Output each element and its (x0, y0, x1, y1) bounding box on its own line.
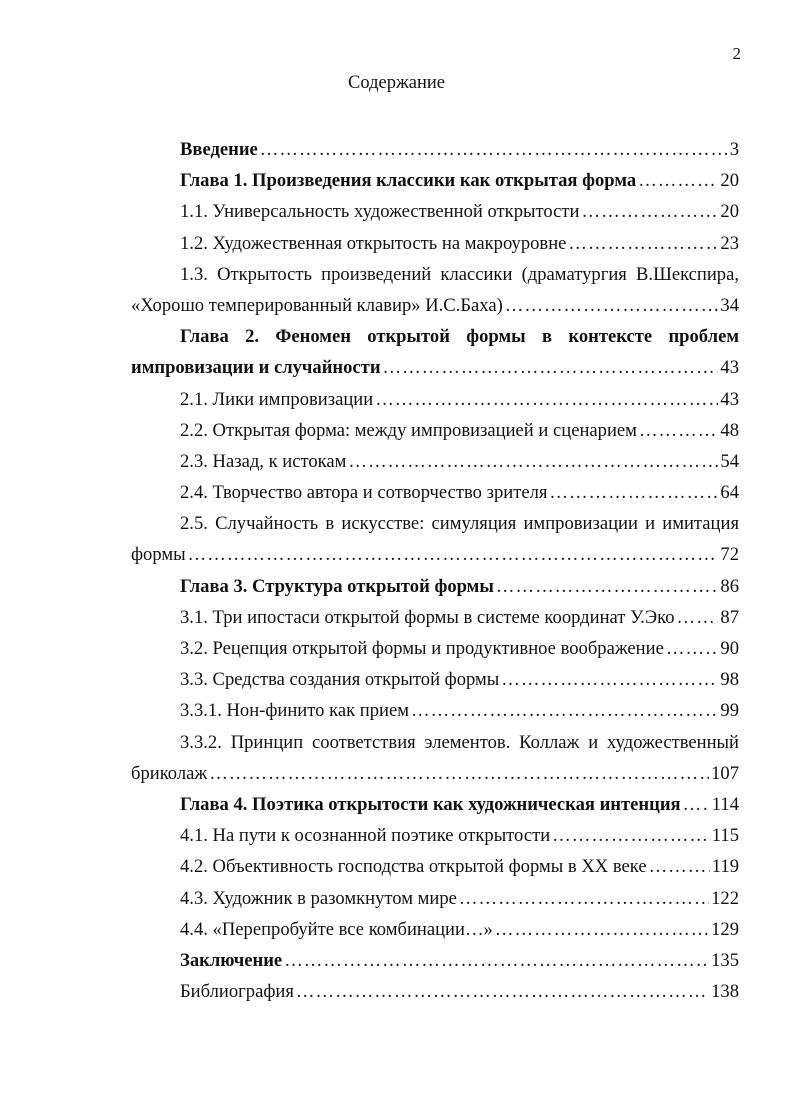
dot-leader (375, 384, 718, 415)
toc-entry-title: 3.3.1. Нон-финито как прием (180, 700, 409, 722)
toc-entry-title: Глава 4. Поэтика открытости как художническая интенция (180, 793, 681, 815)
toc-entry (131, 758, 739, 789)
toc-entry-page: 90 (720, 638, 739, 659)
toc-entry-title: 4.1. На пути к осознанной поэтике открытости (180, 825, 551, 847)
toc-entry-title: 2.2. Открытая форма: между импровизацией и сценарием (180, 419, 637, 441)
toc-entry-line1: 2.5. Случайность в искусстве: симуляция импровизации и имитация (180, 513, 739, 535)
toc-entry (131, 539, 739, 570)
toc-entry-line1: 1.3. Открытость произведений классики (драматургия В.Шекспира, (180, 263, 739, 285)
toc-entry-page: 20 (720, 170, 739, 192)
table-of-contents (131, 134, 739, 1007)
dot-leader (383, 352, 719, 383)
toc-entry-page: 115 (711, 825, 739, 847)
toc-entry-title: Введение (180, 139, 258, 160)
toc-entry-page: 72 (720, 544, 739, 566)
dot-leader (505, 290, 719, 321)
toc-entry (131, 352, 739, 383)
dot-leader (666, 633, 719, 664)
toc-entry-page: 135 (711, 949, 739, 971)
toc-entry-title: 2.1. Лики импровизации (180, 388, 374, 410)
toc-entry-title: 2.3. Назад, к истокам (180, 450, 347, 472)
toc-entry (131, 134, 739, 165)
toc-entry-page: 129 (711, 918, 739, 940)
dot-leader (639, 415, 718, 446)
dot-leader (683, 789, 710, 820)
toc-entry-title: 3.2. Рецепция открытой формы и продуктивное воображение (180, 638, 664, 659)
dot-leader (495, 914, 709, 945)
toc-entry (131, 290, 739, 321)
toc-entry-page: 99 (720, 700, 739, 722)
toc-entry (131, 976, 739, 1007)
toc-entry-title: бриколаж (131, 762, 208, 784)
toc-entry-title: Библиография (180, 981, 294, 1003)
toc-entry-title: 4.2. Объективность господства открытой формы в XX веке (180, 856, 647, 878)
toc-entry (131, 789, 739, 820)
dot-leader (260, 134, 728, 165)
toc-entry-line1: 3.3.2. Принцип соответствия элементов. Коллаж и художественный (180, 731, 739, 753)
toc-entry-page: 3 (729, 139, 739, 160)
toc-entry-page: 114 (711, 793, 739, 815)
toc-entry (131, 695, 739, 726)
dot-leader (581, 196, 718, 227)
dot-leader (459, 883, 709, 914)
toc-entry-title: Глава 1. Произведения классики как открытая форма (180, 170, 637, 192)
toc-entry-title: Глава 3. Структура открытой формы (180, 575, 494, 597)
toc-entry-page: 119 (711, 856, 739, 878)
toc-entry-title: 3.3. Средства создания открытой формы (180, 669, 500, 691)
toc-entry-page: 86 (720, 575, 739, 597)
toc-entry-page: 64 (720, 482, 739, 504)
toc-entry-page: 34 (720, 294, 739, 316)
toc-entry-page: 23 (720, 232, 739, 254)
toc-entry-page: 98 (720, 669, 739, 691)
toc-entry (131, 384, 739, 415)
toc-entry-title: формы (131, 544, 186, 566)
toc-entry (131, 945, 739, 976)
toc-entry-title: импровизации и случайности (131, 357, 381, 379)
dot-leader (552, 820, 710, 851)
toc-entry (131, 477, 739, 508)
toc-entry (131, 165, 739, 196)
toc-entry (131, 633, 739, 664)
dot-leader (568, 228, 718, 259)
toc-entry-line1: Глава 2. Феномен открытой формы в контексте проблем (180, 326, 739, 348)
toc-entry (131, 446, 739, 477)
dot-leader (209, 758, 709, 789)
toc-entry (131, 914, 739, 945)
dot-leader (296, 976, 709, 1007)
toc-entry (131, 602, 739, 633)
toc-entry (131, 415, 739, 446)
toc-entry-page: 20 (720, 201, 739, 223)
toc-entry-title: 3.1. Три ипостаси открытой формы в системе координат У.Эко (180, 606, 675, 628)
toc-entry-page: 54 (720, 450, 739, 472)
toc-entry (131, 228, 739, 259)
dot-leader (638, 165, 718, 196)
dot-leader (348, 446, 718, 477)
toc-entry-page: 107 (711, 762, 739, 784)
toc-entry (131, 196, 739, 227)
dot-leader (649, 851, 710, 882)
toc-entry-page: 43 (720, 357, 739, 379)
dot-leader (284, 945, 709, 976)
toc-entry-page: 138 (711, 981, 739, 1003)
toc-entry-title: 4.4. «Перепробуйте все комбинации…» (180, 918, 493, 940)
toc-entry-title: 2.4. Творчество автора и сотворчество зрителя (180, 482, 548, 504)
toc-entry-page: 87 (720, 606, 739, 628)
toc-entry-title: «Хорошо темперированный клавир» И.С.Баха) (131, 294, 503, 316)
toc-entry-page: 122 (711, 887, 739, 909)
toc-entry-title: 4.3. Художник в разомкнутом мире (180, 887, 457, 909)
toc-entry (131, 571, 739, 602)
toc-entry-title: 1.1. Универсальность художественной открытости (180, 201, 580, 223)
toc-entry (131, 851, 739, 882)
toc-entry (131, 820, 739, 851)
toc-entry-title: Заключение (180, 949, 283, 971)
toc-entry-title: 1.2. Художественная открытость на макроуровне (180, 232, 567, 254)
dot-leader (188, 539, 719, 570)
dot-leader (677, 602, 719, 633)
page-number: 2 (732, 44, 741, 63)
dot-leader (496, 571, 719, 602)
dot-leader (549, 477, 718, 508)
page-title: Содержание (348, 73, 445, 93)
dot-leader (501, 664, 718, 695)
dot-leader (411, 695, 718, 726)
toc-entry (131, 664, 739, 695)
toc-entry-page: 48 (720, 419, 739, 441)
toc-entry (131, 883, 739, 914)
toc-entry-page: 43 (720, 388, 739, 410)
